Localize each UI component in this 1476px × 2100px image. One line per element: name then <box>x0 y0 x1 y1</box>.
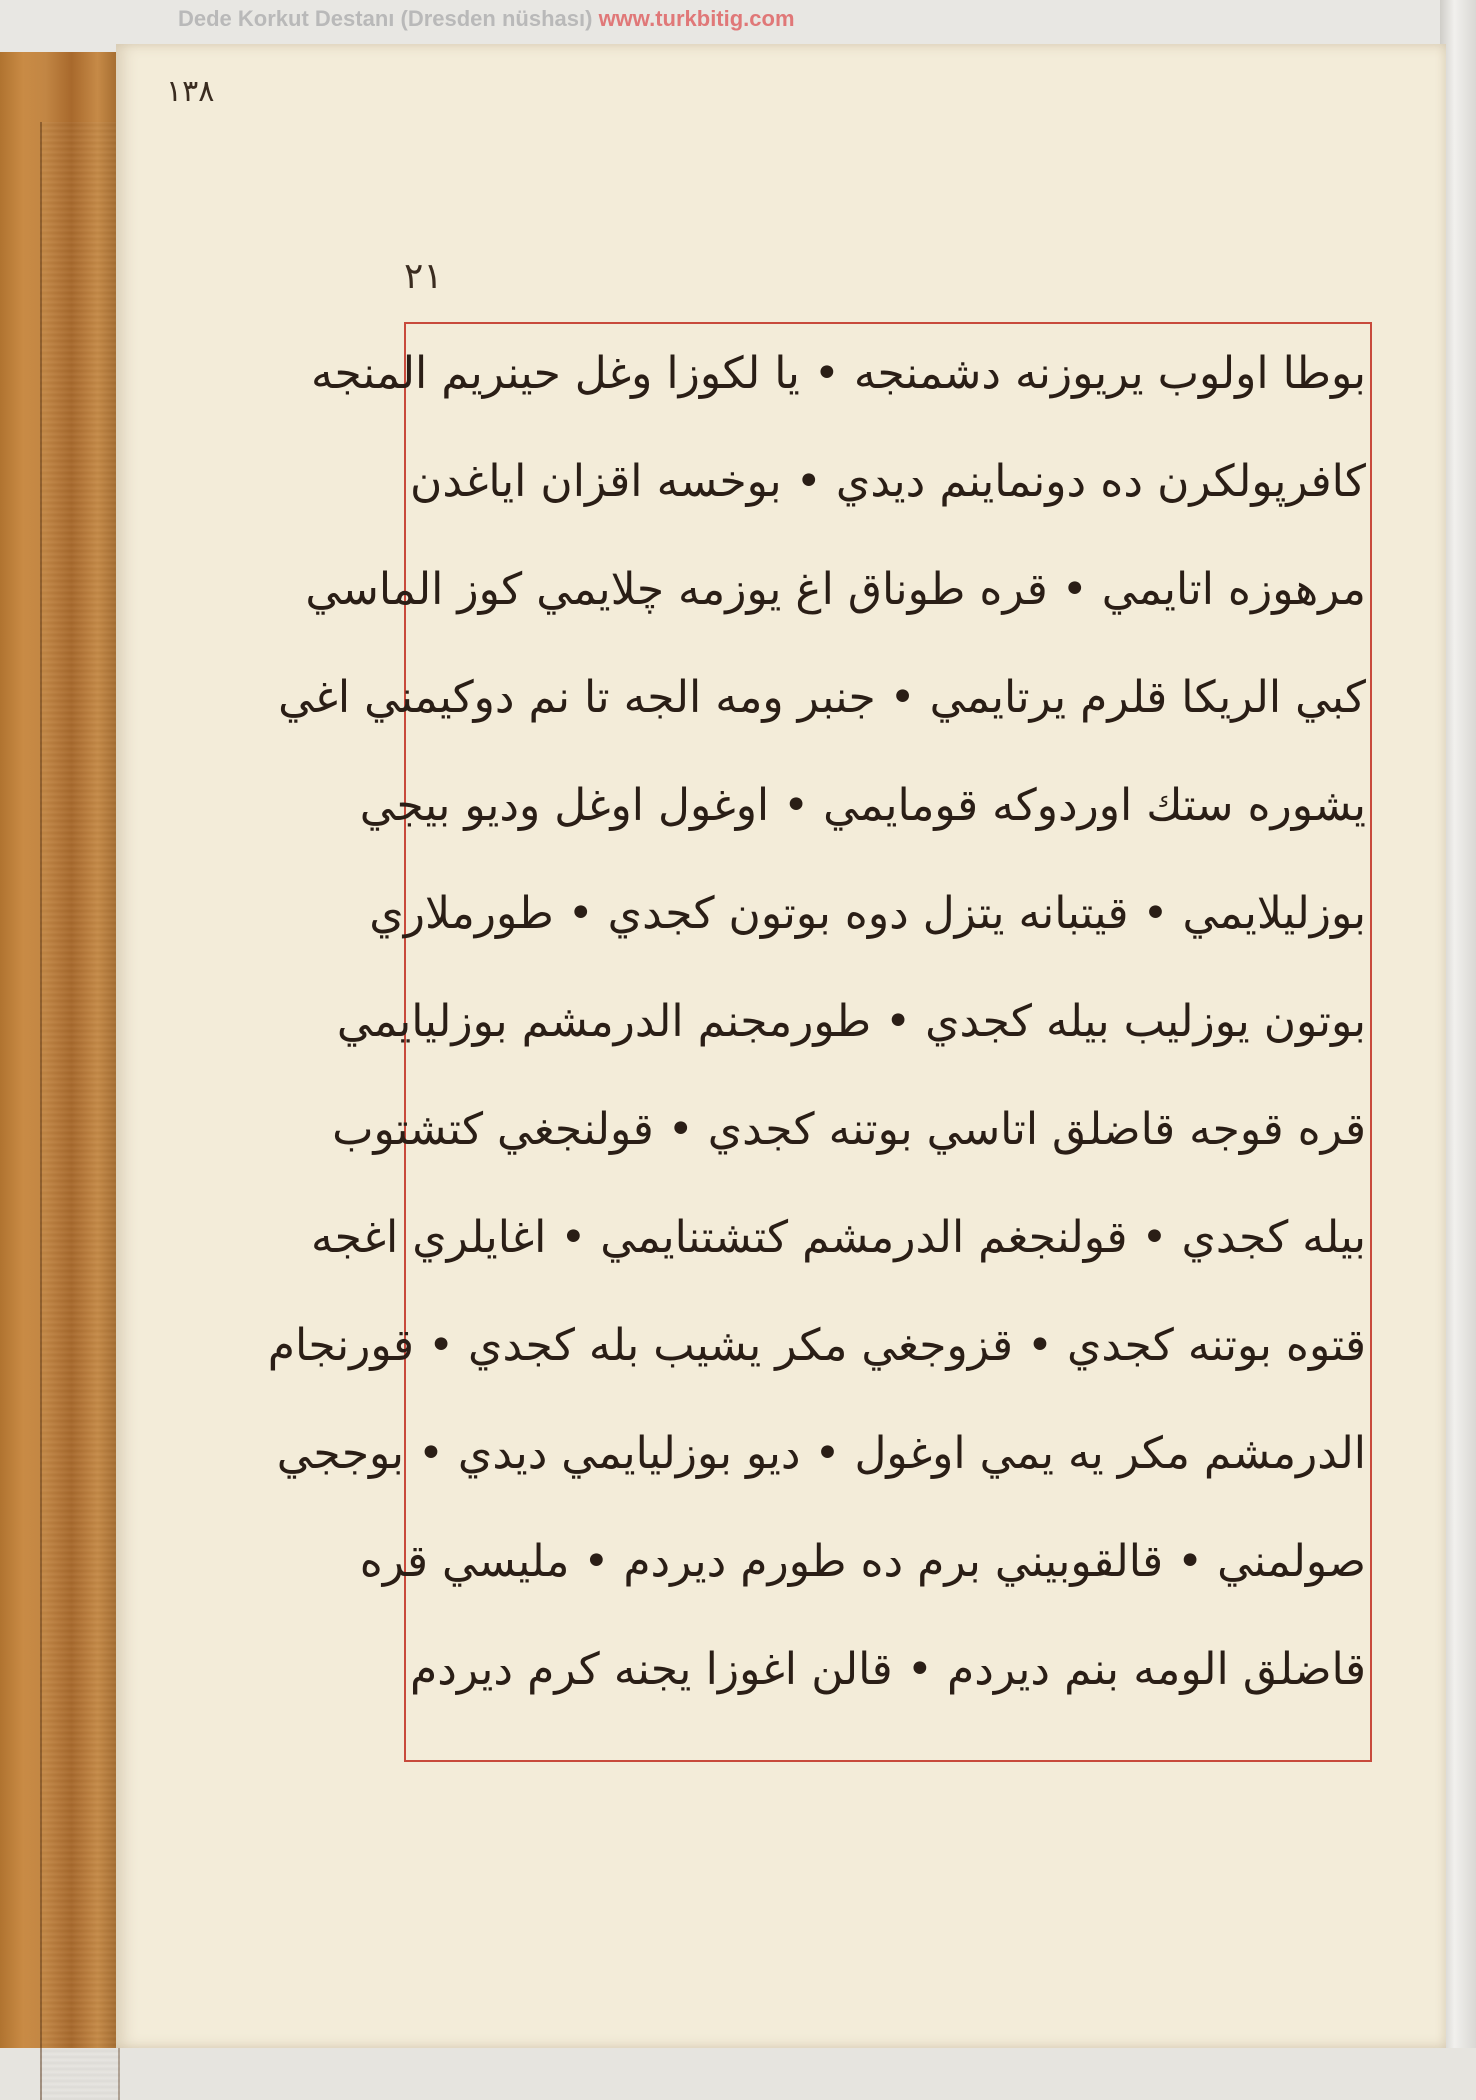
text-line: مرهوزه اتايمي • قره طوناق اغ يوزمه چلايمي كوز الماسي <box>305 564 1366 615</box>
folio-number: ١٣٨ <box>166 74 215 109</box>
text-line: الدرمشم مكر يه يمي اوغول • ديو بوزليايمي ديدي • بوججي <box>276 1428 1366 1479</box>
text-line: قتوه بوتنه كجدي • قزوجغي مكر يشيب بله كجدي • قورنجام <box>267 1320 1366 1371</box>
watermark-title: Dede Korkut Destanı (Dresden nüshası) <box>178 6 593 31</box>
watermark-site: www.turkbitig.com <box>598 6 795 31</box>
text-line: بوزليلايمي • قيتبانه يتزل دوه بوتون كجدي • طورملاري <box>369 888 1366 939</box>
text-line: قاضلق الومه بنم ديردم • قالن اغوزا يجنه كرم ديردم <box>410 1644 1366 1695</box>
section-number: ٢١ <box>404 256 443 297</box>
book-binding <box>0 52 130 2048</box>
text-line: بيله كجدي • قولنجغم الدرمشم كتشتنايمي • اغايلري اغجه <box>311 1212 1366 1263</box>
watermark <box>178 6 795 32</box>
binding-spine <box>40 122 120 2100</box>
text-block <box>267 322 1366 1762</box>
text-line: بوطا اولوب يريوزنه دشمنجه • يا لكوزا وغل حينريم المنجه <box>310 348 1366 399</box>
text-line: قره قوجه قاضلق اتاسي بوتنه كجدي • قولنجغي كتشتوب <box>332 1104 1366 1155</box>
text-line: يشوره ستك اوردوكه قومايمي • اوغول اوغل وديو بيجي <box>359 780 1366 831</box>
text-line: كافرپولكرن ده دونماينم ديدي • بوخسه اقزان اياغدن <box>410 456 1366 507</box>
text-line: بوتون يوزليب بيله كجدي • طورمجنم الدرمشم بوزليايمي <box>336 996 1366 1047</box>
text-line: كبي الريكا قلرم يرتايمي • جنبر ومه الجه تا نم دوكيمني اغي <box>278 672 1366 723</box>
text-line: صولمني • قالقوبيني برم ده طورم ديردم • مليسي قره <box>359 1536 1366 1587</box>
